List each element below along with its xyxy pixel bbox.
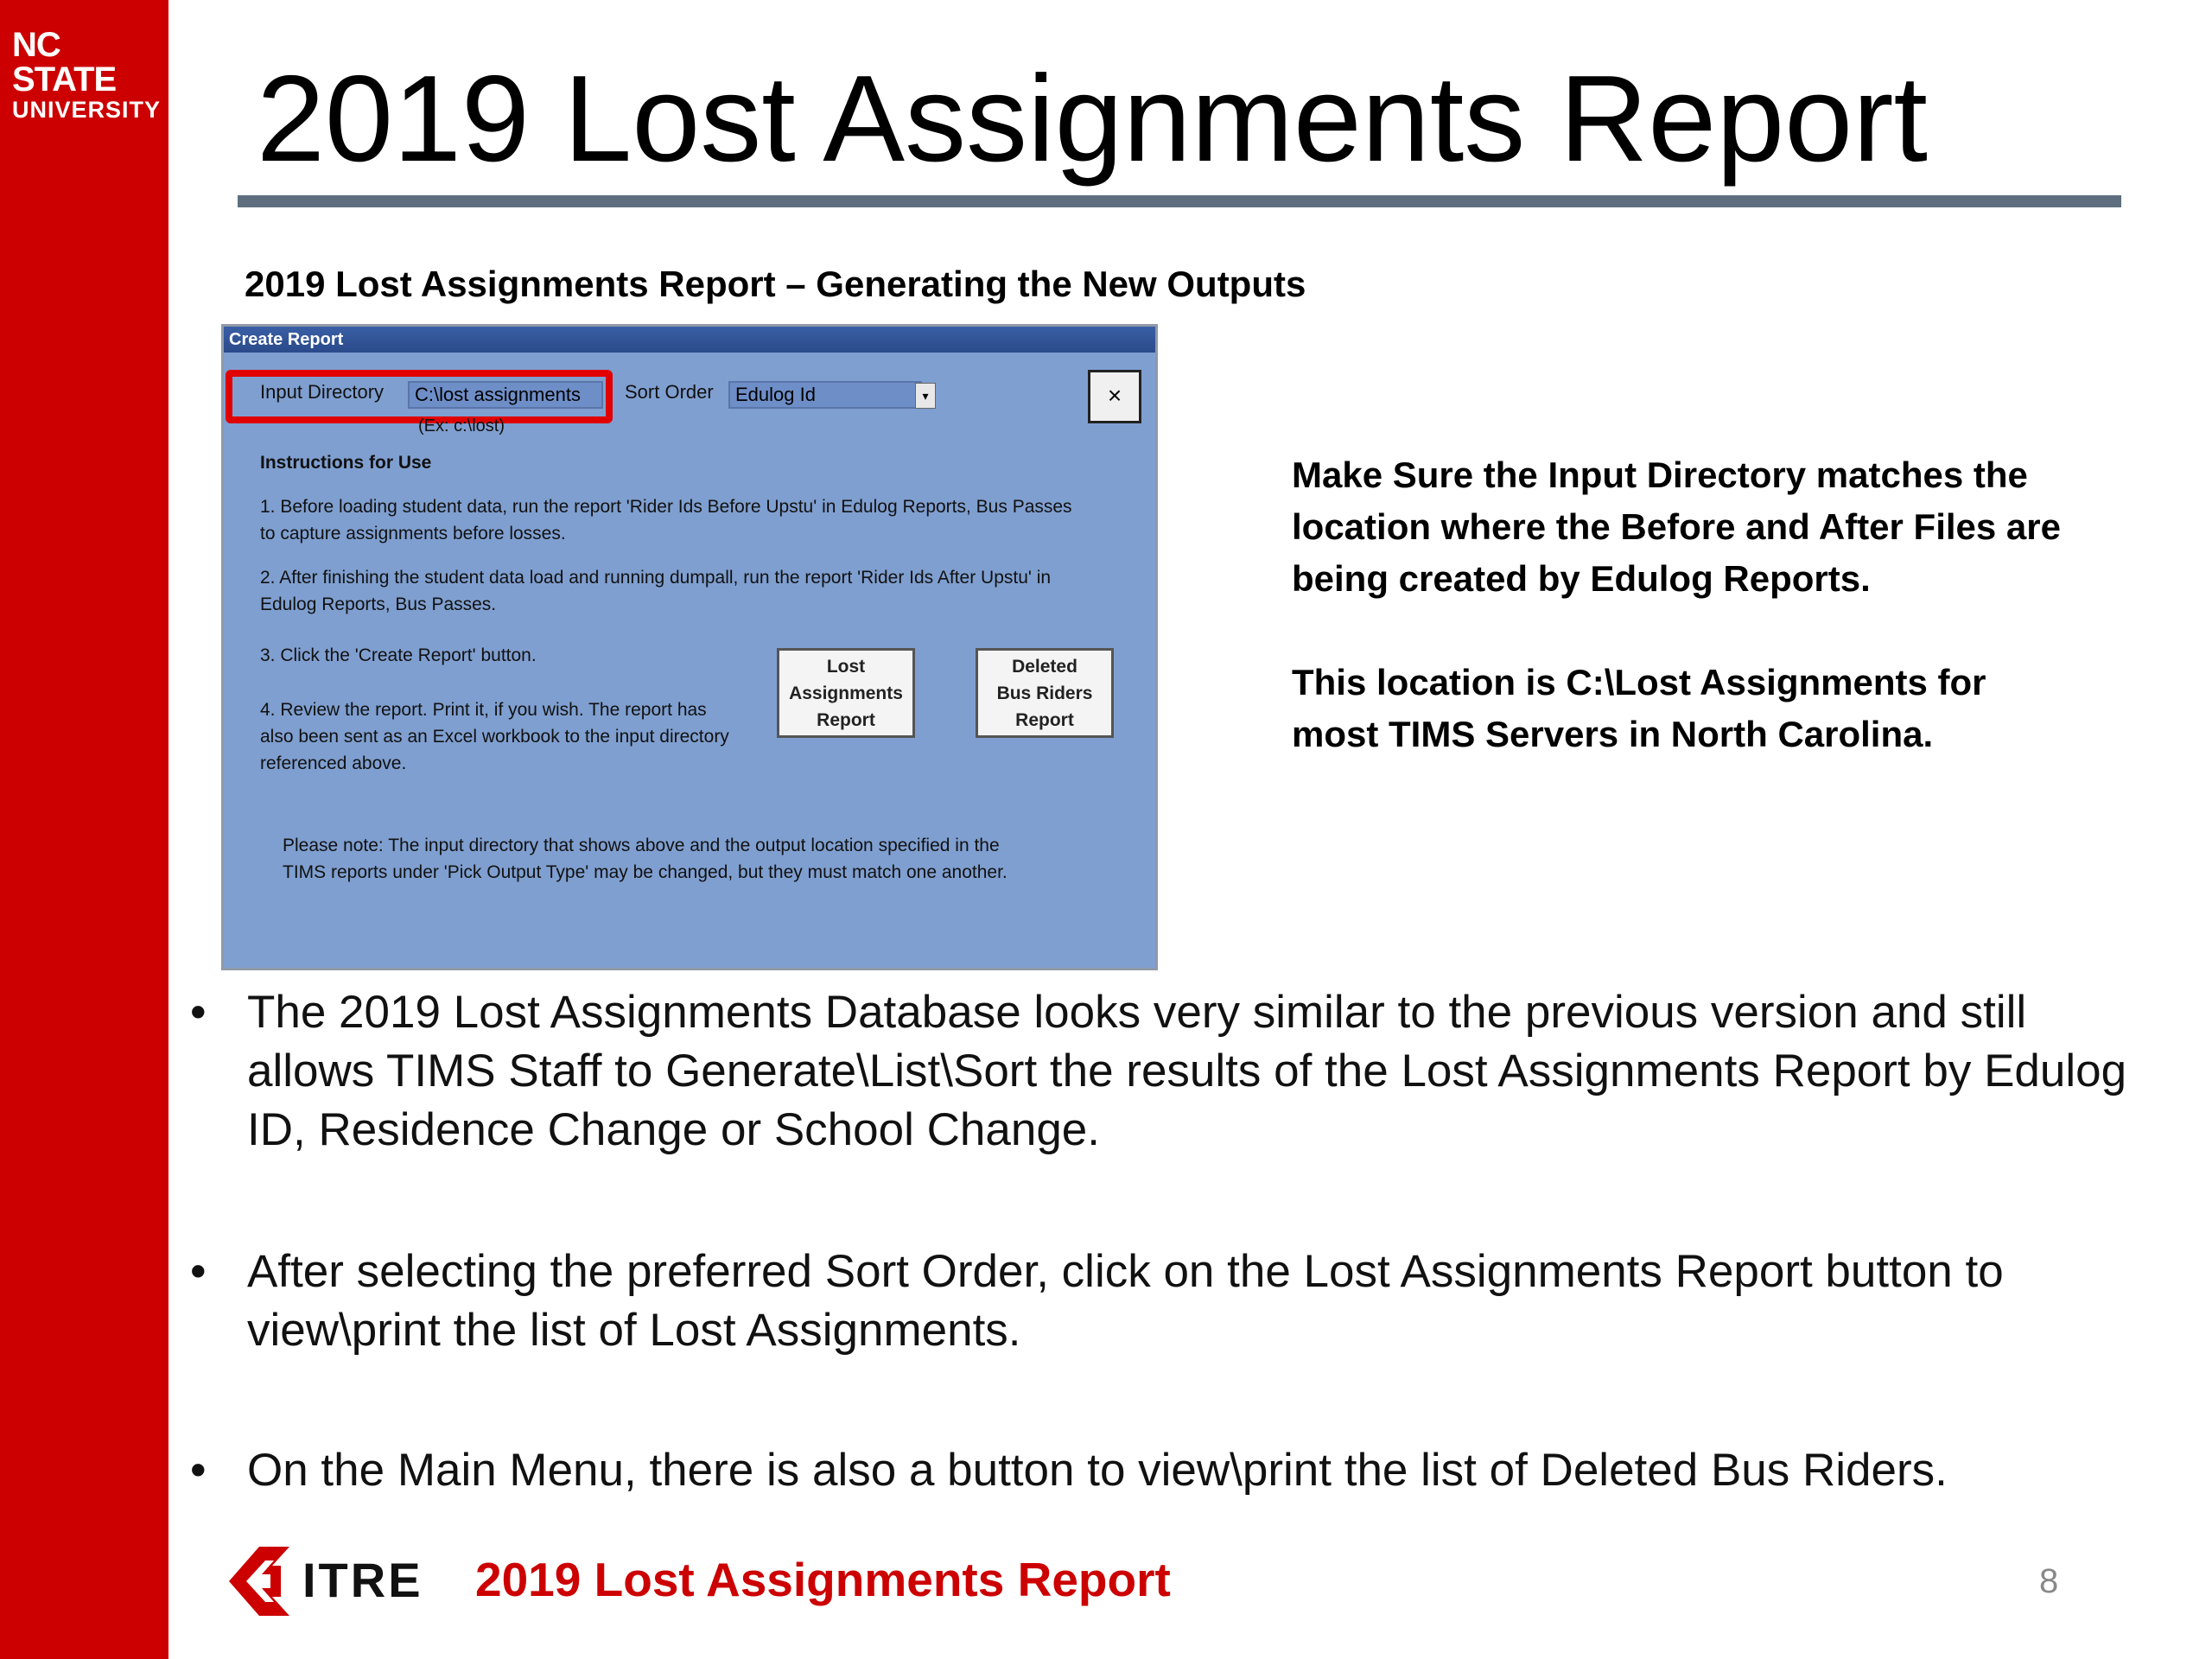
bullet-text: The 2019 Lost Assignments Database looks very similar to the previous version and still allows TIMS Staff to Generate\List\Sort the results of the Lost Assignments Report by Edulog ID, Residence Change or School Change. <box>247 987 2127 1155</box>
instruction-step-4: 4. Review the report. Print it, if you wish. The report has also been sent as an Excel workbook to the input directory referenced above. <box>260 700 729 773</box>
bullet-text: On the Main Menu, there is also a button to view\print the list of Deleted Bus Riders. <box>247 1445 1948 1496</box>
create-report-dialog <box>221 324 1158 970</box>
instruction-step-3: 3. Click the 'Create Report' button. <box>260 645 537 665</box>
itre-logo-text: ITRE <box>302 1553 423 1607</box>
bullet-marker: • <box>190 1246 207 1297</box>
title-divider <box>238 195 2121 207</box>
side-callout-paragraph-2: This location is C:\Lost Assignments for most TIMS Servers in North Carolina. <box>1292 662 1986 754</box>
sort-order-label: Sort Order <box>625 381 714 403</box>
bullet-marker: • <box>190 1445 207 1496</box>
instructions-heading: Instructions for Use <box>260 453 432 473</box>
dialog-note: Please note: The input directory that shows above and the output location specified in the TIMS reports under 'Pick Output Type' may be changed, but they must match one another. <box>283 836 1007 882</box>
ncsu-logo-line2: UNIVERSITY <box>12 97 162 123</box>
instruction-step-1: 1. Before loading student data, run the report 'Rider Ids Before Upstu' in Edulog Reports, Bus Passes to capture assignments before losses. <box>260 497 1072 543</box>
slide-title: 2019 Lost Assignments Report <box>257 50 1928 188</box>
close-button[interactable]: × <box>1088 370 1141 423</box>
dialog-titlebar: Create Report <box>224 327 1155 353</box>
ncsu-logo-line1: NC STATE <box>12 26 117 99</box>
lost-assignments-report-button[interactable]: Lost Assignments Report <box>777 648 915 738</box>
sub-heading: 2019 Lost Assignments Report – Generating the New Outputs <box>245 264 1306 304</box>
bullet-text: After selecting the preferred Sort Order, click on the Lost Assignments Report button to view\print the list of Lost Assignments. <box>247 1246 2004 1356</box>
instruction-step-2: 2. After finishing the student data load and running dumpall, run the report 'Rider Ids After Upstu' in Edulog Reports, Bus Passes. <box>260 568 1052 614</box>
deleted-bus-riders-report-button[interactable]: Deleted Bus Riders Report <box>976 648 1114 738</box>
page-number: 8 <box>2039 1562 2059 1600</box>
side-callout <box>1292 449 2069 760</box>
footer-title: 2019 Lost Assignments Report <box>475 1553 1171 1606</box>
input-directory-label: Input Directory <box>260 381 385 403</box>
sort-order-select[interactable]: Edulog Id <box>728 381 922 409</box>
ncsu-logo <box>12 28 168 122</box>
input-directory-field[interactable]: C:\lost assignments <box>408 381 603 409</box>
side-callout-paragraph-1: Make Sure the Input Directory matches the location where the Before and After Files are being created by Edulog Reports. <box>1292 454 2061 599</box>
chevron-down-icon[interactable]: ▾ <box>915 383 936 409</box>
bullet-marker: • <box>190 987 207 1038</box>
itre-logo <box>220 1538 436 1624</box>
input-directory-example: (Ex: c:\lost) <box>418 416 505 435</box>
brand-sidebar <box>0 0 168 1659</box>
